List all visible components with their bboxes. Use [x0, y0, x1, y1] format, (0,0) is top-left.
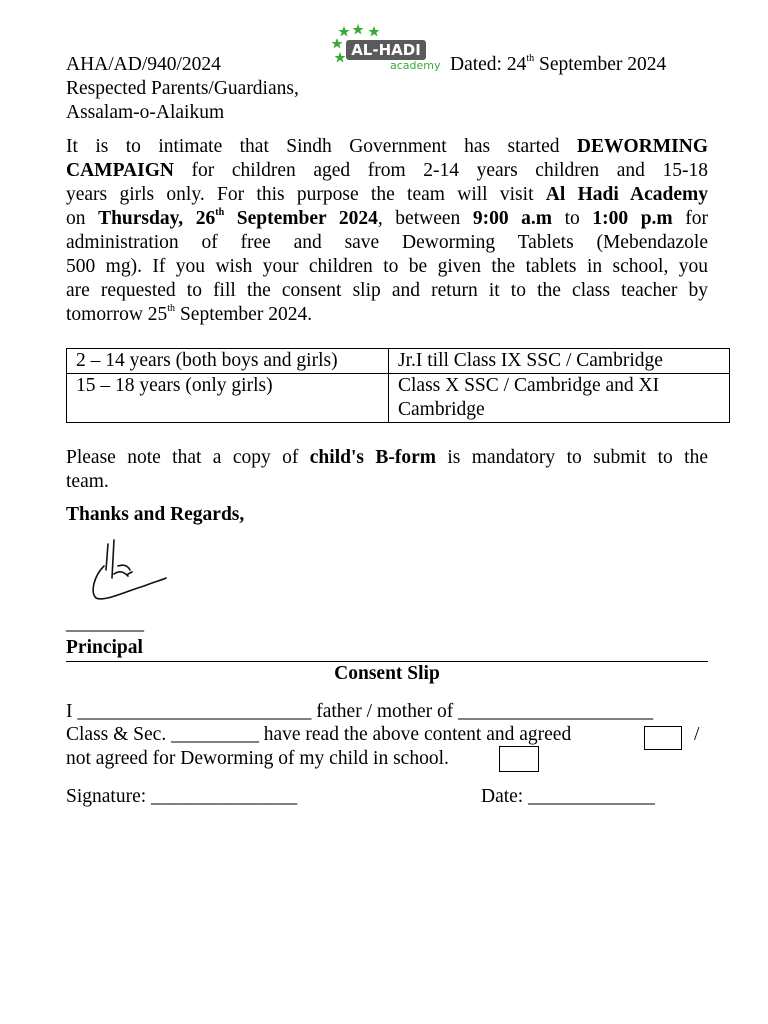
reference-number: AHA/AD/940/2024 — [66, 54, 221, 75]
b-form-note — [66, 446, 708, 494]
intimation-paragraph — [66, 135, 708, 327]
paragraph-line: are requested to fill the consent slip and return it to the class teacher by — [66, 280, 708, 301]
salutation-parents: Respected Parents/Guardians, — [66, 78, 299, 99]
logo-subtitle: academy — [390, 59, 441, 72]
date-field: Date: _____________ — [481, 786, 655, 807]
consent-slip-title: Consent Slip — [334, 663, 440, 684]
age-class-table — [66, 348, 730, 423]
logo-name: AL-HADI — [351, 41, 421, 59]
date-line: Dated: 24th September 2024 — [450, 53, 667, 75]
agreed-checkbox[interactable] — [644, 726, 682, 750]
academy-logo — [330, 24, 441, 74]
paragraph-line: years girls only. For this purpose the team will visit Al Hadi Academy — [66, 184, 708, 205]
class-range-cell: Jr.I till Class IX SSC / Cambridge — [389, 349, 730, 374]
age-group-cell: 2 – 14 years (both boys and girls) — [67, 349, 389, 374]
signature-line: ________ — [66, 613, 144, 634]
table-row — [67, 374, 730, 423]
paragraph-line: on Thursday, 26th September 2024, between 9:00 a.m to 1:00 p.m for — [66, 207, 709, 229]
note-line: Please note that a copy of child's B-form is mandatory to submit to the — [66, 447, 708, 468]
age-group-cell: 15 – 18 years (only girls) — [67, 374, 389, 423]
paragraph-line: tomorrow 25th September 2024. — [66, 303, 313, 325]
principal-title: Principal — [66, 637, 143, 658]
paragraph-line: CAMPAIGN for children aged from 2-14 years children and 15-18 — [66, 160, 708, 181]
slash-separator: / — [694, 724, 700, 745]
parent-signature-field: Signature: _______________ — [66, 786, 298, 807]
paragraph-line: It is to intimate that Sindh Government has started DEWORMING — [66, 136, 708, 157]
class-range-cell: Class X SSC / Cambridge and XI Cambridge — [389, 374, 730, 423]
thanks-regards: Thanks and Regards, — [66, 504, 245, 525]
note-line: team. — [66, 471, 109, 492]
salutation-greeting: Assalam-o-Alaikum — [66, 102, 225, 123]
paragraph-line: 500 mg). If you wish your children to be given the tablets in school, you — [66, 256, 708, 277]
consent-not-agreed-line: not agreed for Deworming of my child in school. — [66, 748, 449, 769]
consent-class-line: Class & Sec. _________ have read the above content and agreed — [66, 724, 572, 745]
table-row — [67, 349, 730, 374]
not-agreed-checkbox[interactable] — [499, 746, 539, 772]
principal-signature-image — [84, 536, 174, 608]
consent-parent-line: I ________________________ father / mother of ____________________ — [66, 701, 654, 722]
paragraph-line: administration of free and save Deworming Tablets (Mebendazole — [66, 232, 708, 253]
